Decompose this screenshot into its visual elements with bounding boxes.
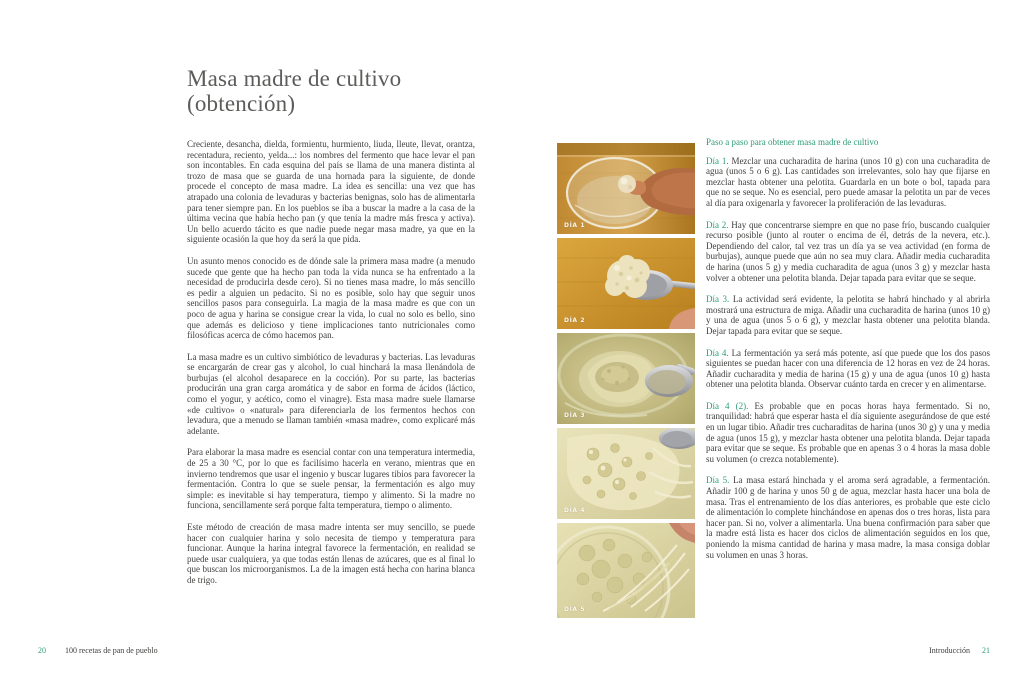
- step-label: Día 4.: [706, 347, 729, 358]
- left-page: [187, 66, 475, 597]
- step-label: Día 4 (2).: [706, 400, 749, 411]
- body-paragraph: Creciente, desancha, dielda, formientu, hurmiento, liuda, lleute, llevat, orantza, recentadura, reciento, yelda...: los nombres del fermento que hace levar el pan son incontables. En cada esquina del país se llama de una manera distinta al trozo de masa que se guarda de una hornada para la siguiente, de donde procede el concepto de masa madre. La idea es sencilla: una vez que has atrapado una colonia de levaduras y bacterias benignas, solo has de alimentarla para tener siempre pan. En los pueblos se iba a buscar la madre a la casa de la última vecina que había hecho pan (y que tenía la madre más fresca y activa). Un bello acuerdo tácito es que nadie puede negar masa madre, ya que en la siguiente ocasión la que hoy da será la que pida.: [187, 139, 475, 245]
- step-paragraph-day-4: [706, 348, 990, 390]
- body-paragraph: Este método de creación de masa madre intenta ser muy sencillo, se puede hacer con cualquier harina y solo necesita de tiempo y temperatura para funcionar. Aunque la harina integral favorece la fermentación, en realidad se puede usar cualquiera, ya que todas están llenas de azúcares, que es al final lo que buscan los microorganismos. La de la imagen está hecha con harina blanca de trigo.: [187, 522, 475, 585]
- page-number-right: 21: [982, 646, 990, 655]
- page-title: [187, 66, 475, 116]
- body-paragraph: La masa madre es un cultivo simbiótico de levaduras y bacterias. Las levaduras se encargarán de crear gas y alcohol, lo cual hinchará la masa llenándola de burbujas (el alcohol desaparece en la cocción). Por su parte, las bacterias producirán una gran carga aromática y de sabor en forma de ácidos (láctico, como el yogur, y acético, como el vinagre). Esta masa madre suele llamarse «de cultivo» o «natural» para diferenciarla de los fermentos hechos con levadura, que a menudo se llaman también «masa madre», como explicaré más adelante.: [187, 351, 475, 436]
- photo-caption-day-1: DÍA 1: [564, 222, 586, 229]
- dough-on-spoon-photo: [557, 238, 695, 329]
- photo-caption-day-5: DÍA 5: [564, 606, 586, 613]
- right-page-footer: [929, 646, 990, 655]
- photo-day-5: [557, 523, 695, 618]
- page-number-left: 20: [38, 646, 46, 655]
- dough-in-bowl-photo: [557, 333, 695, 424]
- bubbly-dough-photo: [557, 428, 695, 519]
- step-label: Día 2.: [706, 219, 729, 230]
- step-label: Día 1.: [706, 155, 729, 166]
- step-paragraph-day-2: [706, 220, 990, 284]
- step-paragraph-day-5: [706, 475, 990, 560]
- photo-day-2: [557, 238, 695, 329]
- step-paragraph-day-4-2: [706, 401, 990, 465]
- chapter-title: Introducción: [929, 646, 970, 655]
- stretchy-fermented-dough-photo: [557, 523, 695, 618]
- step-paragraph-day-3: [706, 294, 990, 336]
- photo-caption-day-3: DÍA 3: [564, 412, 586, 419]
- step-text: Mezclar una cucharadita de harina (unos 10 g) con una cucharadita de agua (unos 5 o 6 g). Las cantidades son irrelevantes, solo hay que fijarse en mezclar hasta obtener una pelotita. Guardarla en un bote o bol, tapada para que no se seque. No es esencial, pero puede amasar la pelotita un par de veces al día para oxigenarla y favorecer la proliferación de las levaduras.: [706, 155, 991, 208]
- left-body-text: [187, 139, 475, 586]
- step-text: Es probable que en pocas horas haya fermentado. Si no, tranquilidad: habrá que esperar hasta el día siguiente asegurándose de que esté en un lugar tibio. Añadir tres cucharaditas de harina (unos 30 g) y una y media de agua (unos 15 g), y mezclar hasta obtener una pelotita blanda. Dejar tapada para evitar que se seque. Es probable que en apenas 3 o 4 horas la masa doble su volumen (o crezca notablemente).: [706, 400, 990, 464]
- step-label: Día 5.: [706, 475, 730, 486]
- photo-caption-day-2: DÍA 2: [564, 317, 586, 324]
- book-title: 100 recetas de pan de pueblo: [65, 646, 158, 655]
- photo-day-3: [557, 333, 695, 424]
- photo-column: [557, 143, 695, 622]
- left-page-footer: [38, 646, 158, 655]
- right-page: [706, 137, 990, 571]
- step-text: La masa estará hinchada y el aroma será agradable, a fermentación. Añadir 100 g de harina y unos 50 g de agua, mezclar hasta hacer una bola de masa. Tras el entrenamiento de los días anteriores, es probable que este ciclo de alimentación lo complete hinchándose en apenas dos o tres horas, lista para hacer pan. Si no, volver a alimentarla. Una buena confirmación para saber que la madre está lista es hacer dos ciclos de alimentación seguidos en los que, poniendo la misma cantidad de harina y masa madre, la masa consiga doblar su volumen en unas 3 horas.: [706, 475, 990, 560]
- page-title-line-2: (obtención): [187, 91, 296, 116]
- step-text: Hay que concentrarse siempre en que no pase frío, buscando cualquier recurso posible (junto al router o encima de él, detrás de la nevera, etc.). Dependiendo del calor, tal vez tras un día ya se vea actividad (en forma de burbujas), aunque puede que aún no sea muy clara. Añadir media cucharadita de harina (unos 5 g) y media cucharadita de agua (unos 3 g) y mezclar hasta volver a obtener una pelotita blanda. Dejar tapada para evitar que se seque.: [706, 219, 991, 283]
- step-paragraph-day-1: [706, 156, 990, 209]
- step-label: Día 3.: [706, 294, 730, 305]
- photo-day-1: [557, 143, 695, 234]
- photo-caption-day-4: DÍA 4: [564, 507, 586, 514]
- section-title: Paso a paso para obtener masa madre de cultivo: [706, 137, 879, 147]
- body-paragraph: Para elaborar la masa madre es esencial contar con una temperatura intermedia, de 25 a 30 °C, por lo que es facilísimo hacerla en verano, mientras que en invierno tendremos que usar el ingenio y buscar lugares tibios para favorecer la fermentación. Contra lo que se suele pensar, la fermentación es algo muy simple: es inevitable si hay temperatura, tiempo y alimento. Si la madre no funciona, sencillamente será porque falta temperatura, tiempo o alimento.: [187, 447, 475, 511]
- body-paragraph: Un asunto menos conocido es de dónde sale la primera masa madre (a menudo sucede que gente que ha hecho pan toda la vida nunca se ha enfrentado a la necesidad de producirla desde cero). Si no tienes masa madre, lo más sencillo es pedir a alguien un pedacito. Si no es posible, solo hay que seguir unos sencillos pasos para conseguirla. La magia de la masa madre es que con un poco de agua y harina se consigue crear la vida, lo cual no solo es bello, sino que además es delicioso y tiene implicaciones tanto nutricionales como filosóficas acerca de cómo hacemos pan.: [187, 255, 475, 341]
- dough-ball-over-bowl-photo: [557, 143, 695, 234]
- page-title-line-1: Masa madre de cultivo: [187, 66, 402, 91]
- step-text: La fermentación ya será más potente, así que puede que los dos pasos siguientes se puedan hacer con una diferencia de 12 horas en vez de 24 horas. Añadir cucharadita y media de harina (15 g) y una de agua (unos 10 g) hasta obtener una pelotita blanda. Observar cuánto tarda en crecer y en alimentarse.: [706, 347, 991, 390]
- step-text: La actividad será evidente, la pelotita se habrá hinchado y al abrirla mostrará una estructura de miga. Añadir una cucharadita de harina (unos 10 g) y una de agua (unos 5 o 6 g), y mezclar hasta obtener una pelotita blanda. Dejar tapada para evitar que se seque.: [706, 294, 990, 336]
- photo-day-4: [557, 428, 695, 519]
